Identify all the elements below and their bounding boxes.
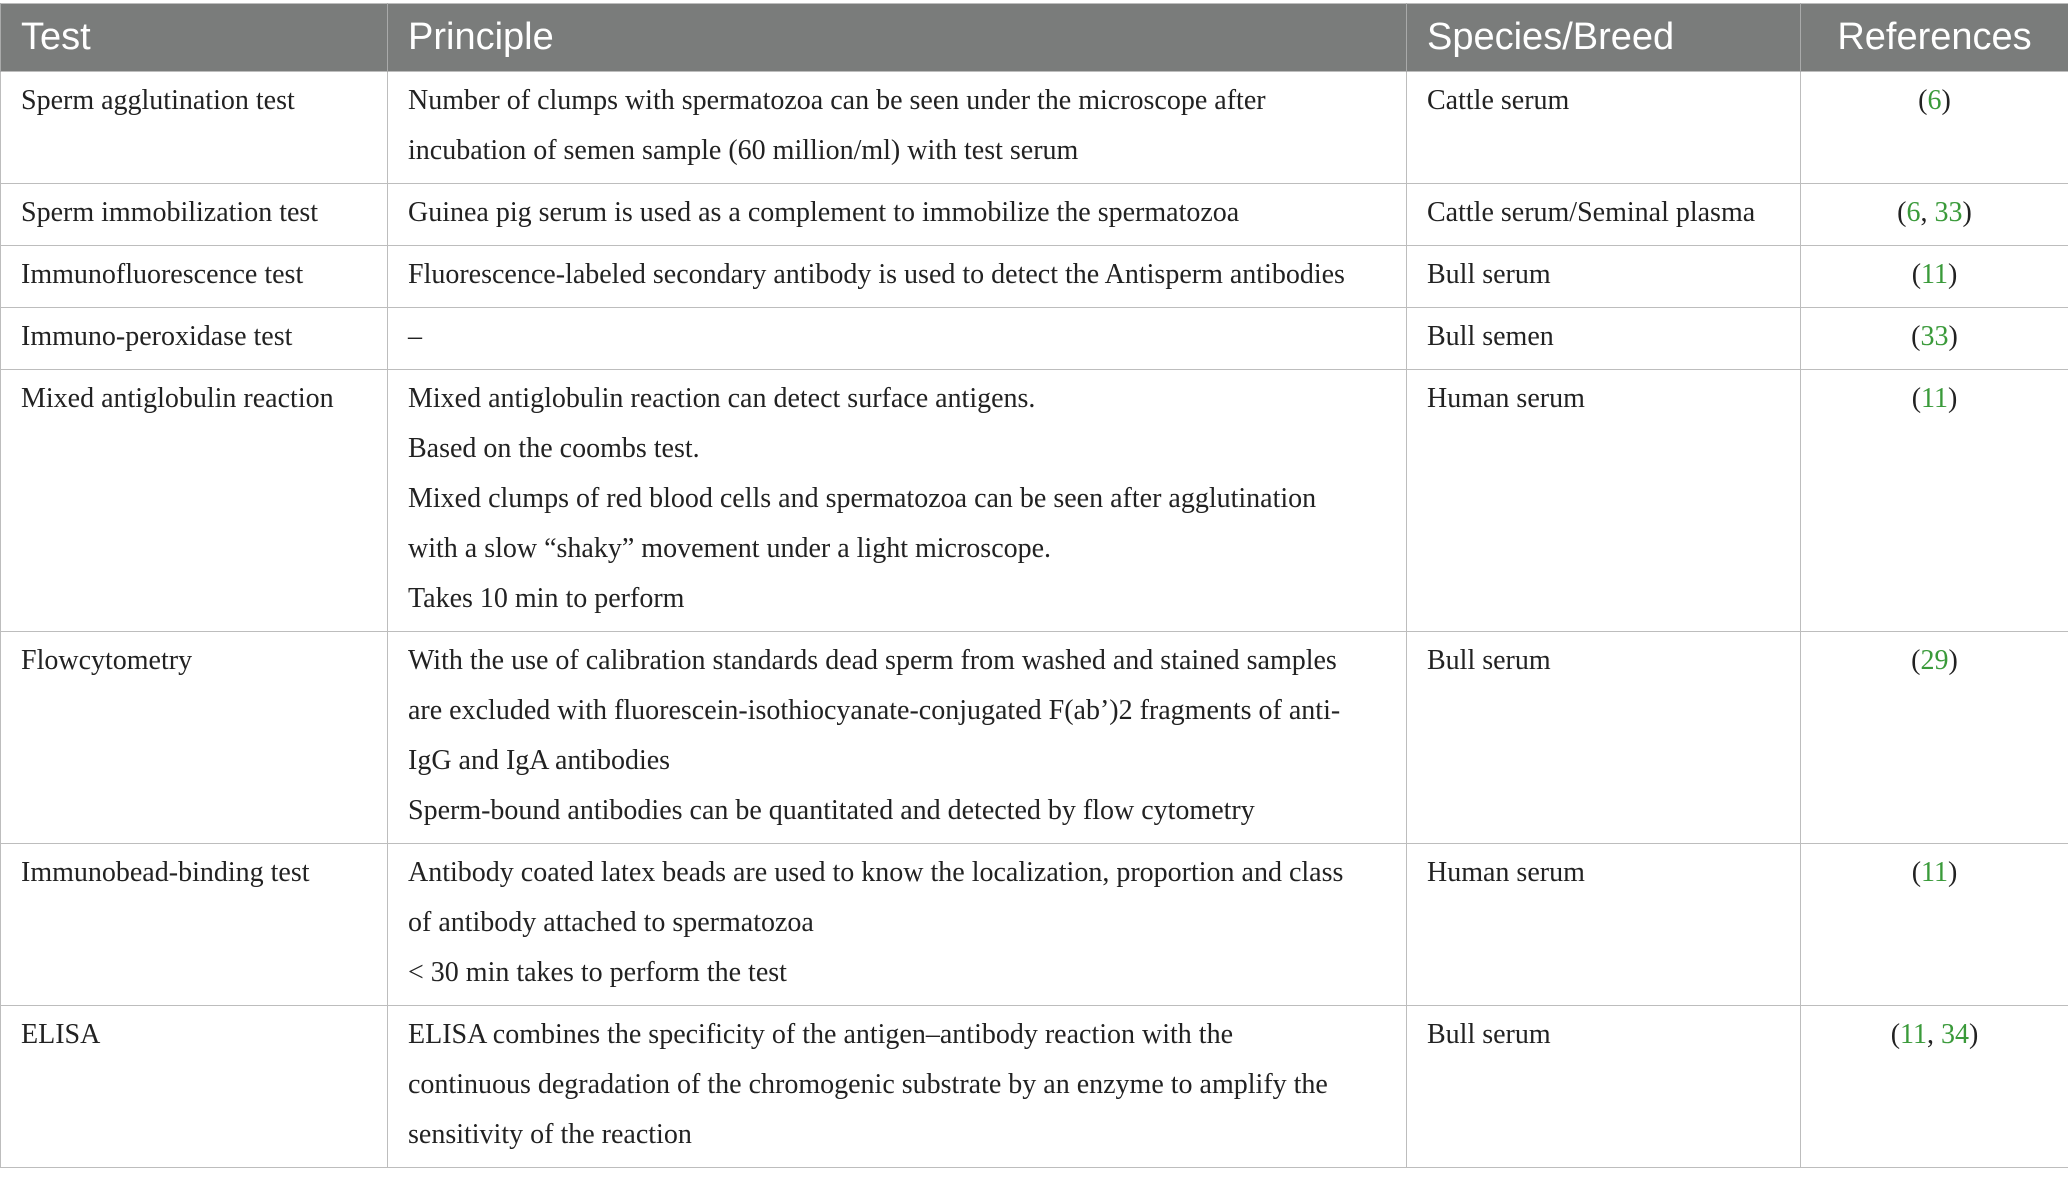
table-row — [1, 370, 2068, 632]
cell-references: (11) — [1801, 844, 2068, 1006]
cell-principle — [388, 632, 1407, 844]
cell-principle — [388, 1006, 1407, 1168]
citation-link[interactable]: 6 — [1906, 197, 1921, 228]
table-row — [1, 246, 2068, 308]
cell-references: (33) — [1801, 308, 2068, 370]
header-principle: Principle — [388, 4, 1407, 72]
principle-line: Takes 10 min to perform — [408, 583, 685, 614]
citation-link[interactable]: 33 — [1934, 197, 1963, 228]
cell-species: Bull serum — [1407, 1006, 1801, 1168]
cell-references: (11) — [1801, 370, 2068, 632]
table-row — [1, 308, 2068, 370]
principle-line: incubation of semen sample (60 million/ml) with test serum — [408, 135, 1079, 166]
principle-line: Antibody coated latex beads are used to know the localization, proportion and class — [408, 857, 1344, 888]
cell-species: Human serum — [1407, 844, 1801, 1006]
table-row — [1, 184, 2068, 246]
table-row — [1, 72, 2068, 184]
citation-link[interactable]: 34 — [1940, 1019, 1969, 1050]
citation-link[interactable]: 11 — [1900, 1019, 1927, 1050]
cell-species: Cattle serum/Seminal plasma — [1407, 184, 1801, 246]
principle-line: of antibody attached to spermatozoa — [408, 907, 814, 938]
header-references: References — [1801, 4, 2068, 72]
principle-line: < 30 min takes to perform the test — [408, 957, 787, 988]
table-row — [1, 632, 2068, 844]
cell-references: (6, 33) — [1801, 184, 2068, 246]
header-test: Test — [1, 4, 388, 72]
table-container — [0, 3, 2068, 1168]
principle-line: with a slow “shaky” movement under a light microscope. — [408, 533, 1052, 564]
principle-line: continuous degradation of the chromogenic substrate by an enzyme to amplify the — [408, 1069, 1328, 1100]
header-row — [1, 4, 2068, 72]
antisperm-tests-table — [0, 3, 2068, 1168]
cell-test: Mixed antiglobulin reaction — [1, 370, 388, 632]
principle-line: Fluorescence-labeled secondary antibody is used to detect the Antisperm antibodies — [408, 259, 1345, 290]
cell-test: Sperm immobilization test — [1, 184, 388, 246]
citation-link[interactable]: 6 — [1927, 85, 1942, 116]
cell-test: Sperm agglutination test — [1, 72, 388, 184]
cell-test: Immunofluorescence test — [1, 246, 388, 308]
principle-line: Sperm-bound antibodies can be quantitated and detected by flow cytometry — [408, 795, 1255, 826]
header-species: Species/Breed — [1407, 4, 1801, 72]
principle-line: IgG and IgA antibodies — [408, 745, 671, 776]
cell-principle — [388, 308, 1407, 370]
cell-references: (6) — [1801, 72, 2068, 184]
table-row — [1, 1006, 2068, 1168]
citation-link[interactable]: 11 — [1921, 857, 1948, 888]
principle-line: Mixed antiglobulin reaction can detect surface antigens. — [408, 383, 1036, 414]
cell-species: Bull serum — [1407, 632, 1801, 844]
cell-test: Flowcytometry — [1, 632, 388, 844]
principle-line: are excluded with fluorescein-isothiocyanate-conjugated F(ab’)2 fragments of anti- — [408, 695, 1341, 726]
cell-test: Immuno-peroxidase test — [1, 308, 388, 370]
principle-line: With the use of calibration standards dead sperm from washed and stained samples — [408, 645, 1337, 676]
principle-line: sensitivity of the reaction — [408, 1119, 692, 1150]
cell-test: Immunobead-binding test — [1, 844, 388, 1006]
table-header — [1, 4, 2068, 72]
cell-species: Bull serum — [1407, 246, 1801, 308]
cell-references: (11) — [1801, 246, 2068, 308]
principle-line: Number of clumps with spermatozoa can be seen under the microscope after — [408, 85, 1266, 116]
cell-principle — [388, 72, 1407, 184]
citation-link[interactable]: 11 — [1921, 259, 1948, 290]
principle-line: Mixed clumps of red blood cells and spermatozoa can be seen after agglutination — [408, 483, 1317, 514]
cell-test: ELISA — [1, 1006, 388, 1168]
cell-principle — [388, 844, 1407, 1006]
cell-species: Cattle serum — [1407, 72, 1801, 184]
principle-line: – — [408, 321, 422, 352]
citation-link[interactable]: 33 — [1920, 321, 1949, 352]
citation-link[interactable]: 29 — [1920, 645, 1949, 676]
principle-line: Based on the coombs test. — [408, 433, 700, 464]
cell-species: Bull semen — [1407, 308, 1801, 370]
principle-line: ELISA combines the specificity of the antigen–antibody reaction with the — [408, 1019, 1234, 1050]
cell-species: Human serum — [1407, 370, 1801, 632]
table-body — [1, 72, 2068, 1168]
cell-references: (11, 34) — [1801, 1006, 2068, 1168]
citation-link[interactable]: 11 — [1921, 383, 1948, 414]
principle-line: Guinea pig serum is used as a complement to immobilize the spermatozoa — [408, 197, 1240, 228]
cell-principle — [388, 184, 1407, 246]
cell-references: (29) — [1801, 632, 2068, 844]
cell-principle — [388, 370, 1407, 632]
cell-principle — [388, 246, 1407, 308]
table-row — [1, 844, 2068, 1006]
